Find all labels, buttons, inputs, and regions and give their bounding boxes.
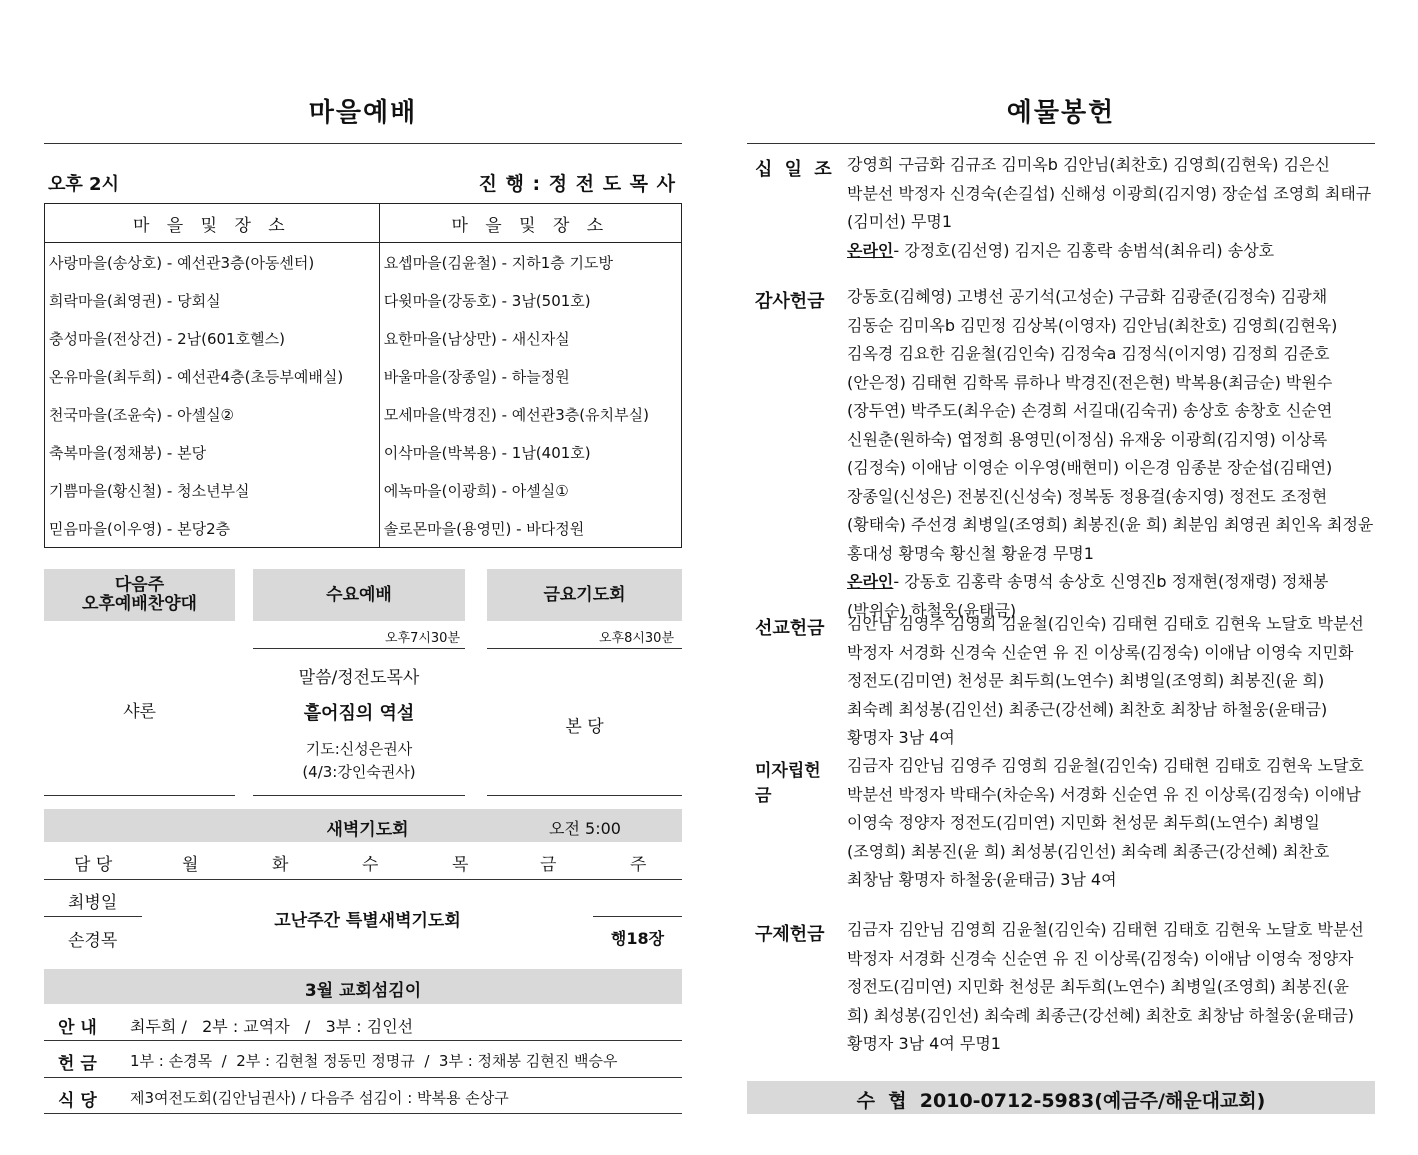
dawn-col-leader: 담 당 (74, 855, 113, 875)
table-row (45, 471, 682, 509)
village-cell: 솔로몬마을(용영민) - 바다정원 (379, 509, 681, 548)
relief-label: 구제헌금 (755, 924, 825, 945)
village-cell: 사랑마을(송상호) - 예선관3층(아동센터) (45, 243, 380, 282)
service-text-kitchen: 제3여전도회(김안님권사) / 다음주 섬김이 : 박복용 손상구 (130, 1089, 509, 1107)
tithe-online-names: - 강정호(김선영) 김지은 김홍락 송범석(최유리) 송상호 (893, 240, 1275, 260)
offerings-title: 예물봉헌 (1006, 98, 1116, 128)
thanks-names (847, 283, 1375, 625)
village-cell: 희락마을(최영권) - 당회실 (45, 281, 380, 319)
relief-names: 김금자 김안님 김영희 김윤철(김인숙) 김태현 김태호 김현욱 노달호 박분선 박정자 서경화 신경숙 신순연 유 진 이상록(김정숙) 이애남 이영숙 정양자 정전도(김미연) 지민화 천성문 최두희(노연수) 최병일(조영희) 최봉진(윤 희) 최성봉(김인선) 최숙례 최종근(강선혜) 최찬호 최창남 하철웅(윤태금) 황명자 3남 4여 무명1 (847, 920, 1364, 1053)
table-row (45, 357, 682, 395)
wednesday-speaker: 말씀/정전도목사 (298, 668, 420, 688)
header-village-place-2: 마 을 및 장 소 (379, 204, 681, 243)
village-table (44, 203, 682, 548)
friday-bottom-line (487, 795, 682, 796)
service-text-guide: 최두희 / 2부 : 교역자 / 3부 : 김인선 (130, 1017, 414, 1036)
table-row (45, 319, 682, 357)
village-cell: 충성마을(전상건) - 2남(601호헬스) (45, 319, 380, 357)
village-table-header (45, 204, 682, 243)
choir-bottom-line (44, 795, 235, 796)
village-cell: 이삭마을(박복용) - 1남(401호) (379, 433, 681, 471)
tithe-names-text: 강영희 구금화 김규조 김미옥b 김안님(최찬호) 김영희(김현욱) 김은신 박분선 박정자 신경숙(손길섭) 신해성 이광희(김지영) 장순섭 조영희 최태규(김미선) 무명1 (847, 155, 1372, 231)
table-row (45, 243, 682, 282)
service-text-offering: 1부 : 손경목 / 2부 : 김현철 정동민 정명규 / 3부 : 정채봉 김현진 백승우 (130, 1052, 618, 1070)
village-cell: 믿음마을(이우영) - 본당2층 (45, 509, 380, 548)
service-label-kitchen: 식 당 (58, 1091, 97, 1111)
service-label-offering: 헌 금 (58, 1054, 97, 1074)
table-row (45, 395, 682, 433)
village-cell: 온유마을(최두희) - 예선관4층(초등부예배실) (45, 357, 380, 395)
village-cell: 모세마을(박경진) - 예선관3층(유치부실) (379, 395, 681, 433)
dawn-col-mon: 월 (182, 855, 199, 875)
thanks-online-label: 온라인 (847, 572, 894, 591)
friday-header: 금요기도회 (487, 569, 682, 621)
tithe-names (847, 151, 1375, 265)
village-cell: 축복마을(정채봉) - 본당 (45, 433, 380, 471)
title-divider (44, 143, 682, 144)
village-cell: 기쁨마을(황신철) - 청소년부실 (45, 471, 380, 509)
wednesday-header: 수요예배 (253, 569, 465, 621)
choir-header-line2: 오후예배찬양대 (82, 594, 197, 614)
village-worship-title: 마을예배 (308, 98, 418, 128)
service-label-guide: 안 내 (58, 1018, 97, 1038)
dawn-special-title: 고난주간 특별새벽기도회 (274, 911, 461, 931)
choir-header (44, 569, 235, 621)
table-row (45, 281, 682, 319)
thanks-names-text: 강동호(김혜영) 고병선 공기석(고성순) 구금화 김광준(김정숙) 김광채 김동순 김미옥b 김민정 김상복(이영자) 김안님(최찬호) 김영희(김현욱) 김옥경 김요한 김윤철(김인숙) 김정숙a 김정식(이지영) 김정희 김준호(안은정) 김태현 김학목 류하나 박경진(전은현) 박복용(최금순) 박원수(장두연) 박주도(최우순) 손경희 서길대(김숙귀) 송상호 송창호 신순연 신원춘(원하숙) 엽정희 용영민(이정심) 유재웅 이광희(김지영) 이상록(김정숙) 이애남 이영순 이우영(배현미) 이은경 임종분 장순섭(김태연) 장종일(신성은) 전봉진(신성숙) 정복동 정용걸(송지영) 정전도 조정현(황태숙) 주선경 최병일(조영희) 최봉진(윤 희) 최분임 최영권 최인옥 최정윤 홍대성 황명숙 황신철 황윤경 무명1 (847, 287, 1374, 563)
service-row-guide (44, 1004, 682, 1041)
dawn-prayer-header: 새벽기도회 (326, 820, 409, 840)
village-cell: 바울마을(장종일) - 하늘정원 (379, 357, 681, 395)
dawn-prayer-time: 오전 5:00 (549, 819, 621, 838)
mission-names: 김안님 김영주 김영희 김윤철(김인숙) 김태현 김태호 김현욱 노달호 박분선 박정자 서경화 신경숙 신순연 유 진 이상록(김정숙) 이애남 이영숙 지민화 정전도(김미연) 천성문 최두희(노연수) 최병일(조영희) 최봉진(윤 희) 최숙례 최성봉(김인선) 최종근(강선혜) 최찬호 최창남 하철웅(윤태금) 황명자 3남 4여 (847, 614, 1364, 747)
mission-label: 선교헌금 (755, 618, 825, 639)
tithe-online-label: 온라인 (847, 240, 894, 260)
friday-place: 본 당 (565, 717, 604, 737)
offerings-title-divider (747, 143, 1375, 144)
dawn-col-tue: 화 (272, 855, 289, 875)
wednesday-time: 오후7시30분 (384, 631, 460, 646)
village-cell: 요한마을(남상만) - 새신자실 (379, 319, 681, 357)
friday-time: 오후8시30분 (598, 631, 674, 646)
table-row (45, 433, 682, 471)
table-row (45, 509, 682, 548)
wednesday-time-divider (253, 648, 465, 649)
dawn-leader-1: 최병일 (68, 893, 118, 913)
service-header: 3월 교회섬김이 (304, 981, 422, 1001)
wednesday-bottom-line (253, 795, 465, 796)
village-cell: 요셉마을(김윤철) - 지하1층 기도방 (379, 243, 681, 282)
choir-name: 샤론 (123, 702, 156, 722)
dawn-day-row (44, 850, 682, 874)
wednesday-prayer-next: (4/3:강인숙권사) (302, 763, 416, 781)
village-cell: 다윗마을(강동호) - 3남(501호) (379, 281, 681, 319)
dawn-leader-divider (44, 916, 142, 917)
friday-time-divider (487, 648, 682, 649)
support-names: 김금자 김안님 김영주 김영희 김윤철(김인숙) 김태현 김태호 김현욱 노달호 박분선 박정자 박태수(차순옥) 서경화 신순연 유 진 이상록(김정숙) 이애남 이영숙 정양자 정전도(김미연) 지민화 천성문 최두희(노연수) 최병일(조영희) 최봉진(윤 희) 최성봉(김인선) 최숙례 최종근(강선혜) 최찬호 최창남 황명자 하철웅(윤태금) 3남 4여 (847, 756, 1364, 889)
dawn-col-thu: 목 (452, 855, 469, 875)
service-row-offering (44, 1041, 682, 1078)
village-cell: 에녹마을(이광희) - 아셀실① (379, 471, 681, 509)
bank-account: 수 협 2010-0712-5983(예금주/해운대교회) (856, 1090, 1266, 1112)
choir-header-line1: 다음주 (114, 575, 165, 595)
support-label: 미자립헌금 (755, 761, 821, 806)
worship-time: 오후 2시 (48, 174, 119, 195)
tithe-label: 십 일 조 (755, 159, 835, 180)
dawn-scripture-divider (593, 916, 682, 917)
village-cell: 천국마을(조윤숙) - 아셀실② (45, 395, 380, 433)
service-row-kitchen (44, 1078, 682, 1114)
dawn-col-sun: 주 (630, 855, 647, 875)
wednesday-sermon-title: 흩어짐의 역설 (303, 703, 415, 724)
dawn-row-divider (44, 879, 682, 880)
wednesday-prayer: 기도:신성은권사 (305, 740, 413, 758)
thanks-online-names: - 강동호 김홍락 송명석 송상호 신영진b 정재현(정재령) 정채봉(박위순) 하철웅(윤태금) (847, 572, 1329, 620)
dawn-col-fri: 금 (540, 855, 557, 875)
dawn-col-wed: 수 (362, 855, 379, 875)
dawn-leader-2: 손경목 (68, 931, 118, 951)
thanks-label: 감사헌금 (755, 291, 825, 312)
worship-leader: 진 행 : 정 전 도 목 사 (478, 173, 676, 195)
header-village-place-1: 마 을 및 장 소 (45, 204, 380, 243)
dawn-scripture: 행18장 (610, 929, 665, 948)
